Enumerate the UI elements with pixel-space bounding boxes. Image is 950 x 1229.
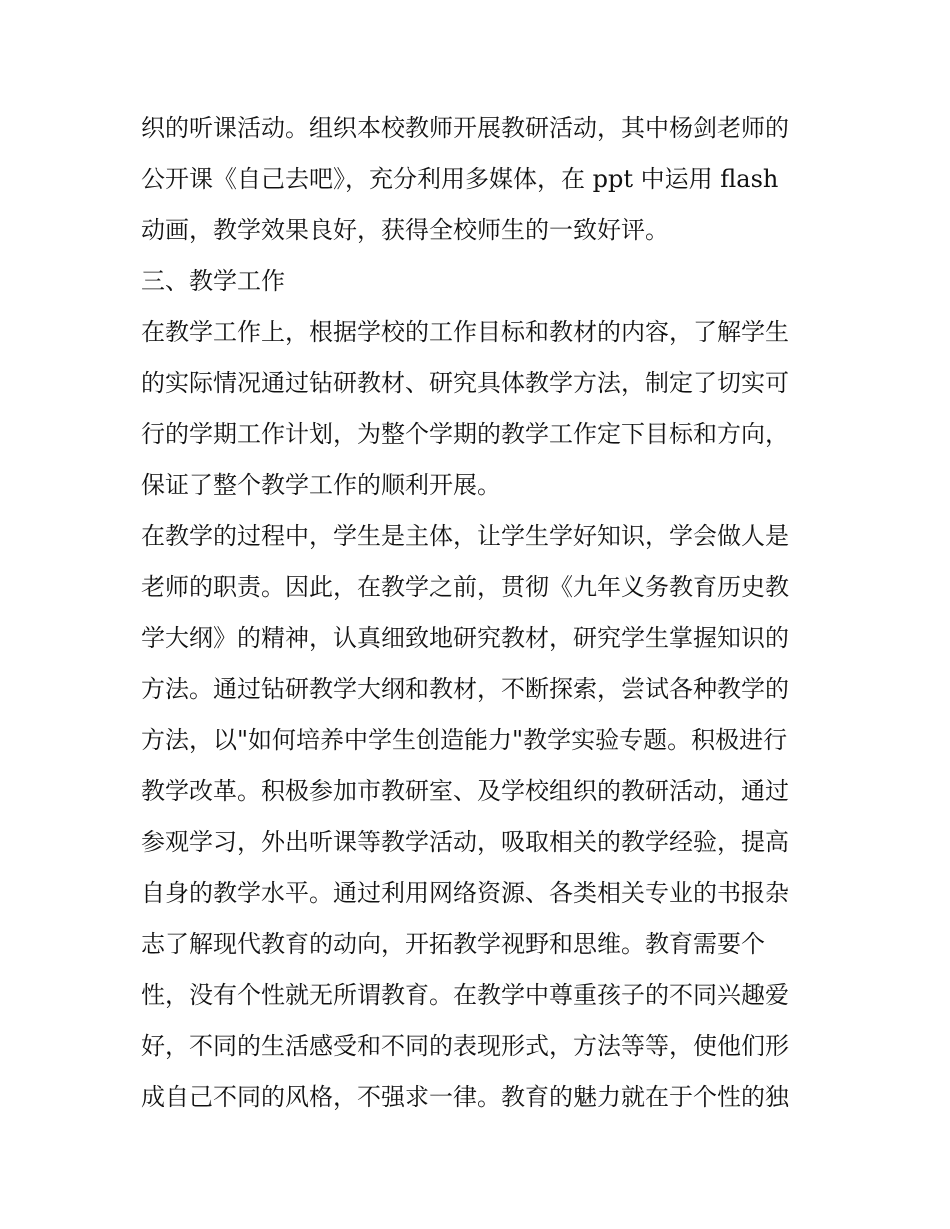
text-line: 动画，教学效果良好，获得全校师生的一致好评。	[141, 216, 669, 244]
text-line: 参观学习，外出听课等教学活动，吸取相关的教学经验，提高	[141, 828, 789, 856]
text-line: 保证了整个教学工作的顺利开展。	[141, 471, 501, 499]
text-line: 行的学期工作计划，为整个学期的教学工作定下目标和方向，	[141, 420, 789, 448]
text-line: 在教学工作上，根据学校的工作目标和教材的内容，了解学生	[141, 318, 789, 346]
text-line: 性，没有个性就无所谓教育。在教学中尊重孩子的不同兴趣爱	[141, 981, 789, 1009]
text-line: 成自己不同的风格，不强求一律。教育的魅力就在于个性的独	[141, 1083, 789, 1111]
text-line: 自身的教学水平。通过利用网络资源、各类相关专业的书报杂	[141, 879, 789, 907]
text-line: 学大纲》的精神，认真细致地研究教材，研究学生掌握知识的	[141, 624, 789, 652]
text-line: 公开课《自己去吧》，充分利用多媒体，在 ppt 中运用 flash	[141, 165, 779, 193]
section-heading: 三、教学工作	[141, 267, 285, 295]
text-line: 织的听课活动。组织本校教师开展教研活动，其中杨剑老师的	[141, 114, 789, 142]
text-line: 教学改革。积极参加市教研室、及学校组织的教研活动，通过	[141, 777, 789, 805]
text-line: 的实际情况通过钻研教材、研究具体教学方法，制定了切实可	[141, 369, 789, 397]
text-line: 志了解现代教育的动向，开拓教学视野和思维。教育需要个	[141, 930, 765, 958]
text-line: 好，不同的生活感受和不同的表现形式，方法等等，使他们形	[141, 1032, 789, 1060]
text-line: 方法。通过钻研教学大纲和教材，不断探索，尝试各种教学的	[141, 675, 789, 703]
text-line: 方法，以"如何培养中学生创造能力"教学实验专题。积极进行	[141, 726, 788, 754]
text-line: 老师的职责。因此，在教学之前，贯彻《九年义务教育历史教	[141, 573, 789, 601]
text-line: 在教学的过程中，学生是主体，让学生学好知识，学会做人是	[141, 522, 789, 550]
